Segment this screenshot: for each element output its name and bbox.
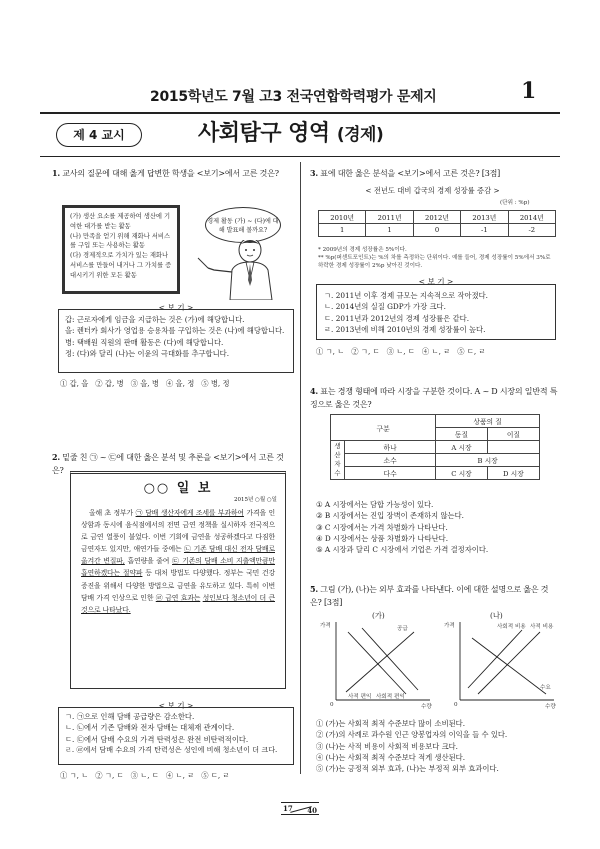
q1-board-item: (나) 만족을 얻기 위해 재화나 서비스를 구입 또는 사용하는 활동	[70, 232, 171, 250]
q1-blackboard	[62, 205, 180, 294]
value-cell: 0	[413, 224, 460, 237]
q5-stem-text: 그림 (가), (나)는 외부 효과를 나타낸다. 이에 대한 설명으로 옳은 것은? [3점]	[310, 585, 549, 607]
q3-choices[interactable]: ① ㄱ, ㄴ ② ㄱ, ㄷ ③ ㄴ, ㄷ ④ ㄴ, ㄹ ⑤ ㄷ, ㄹ	[316, 347, 486, 356]
q1-board-item: (다) 경제적으로 가치가 있는 재화나 서비스를 만들어 내거나 그 가치를 증대시키기 위한 모든 활동	[70, 252, 172, 279]
year-cell: 2011년	[366, 211, 413, 224]
header-cell: 상품의 질	[436, 415, 540, 428]
q3-table	[318, 210, 556, 237]
market-cell: A 시장	[436, 441, 488, 454]
q1-stem	[52, 167, 294, 181]
graph-b-xlabel: 수량	[545, 704, 556, 710]
year-cell: 2012년	[413, 211, 460, 224]
subject-sub: (경제)	[336, 125, 384, 145]
q1-bogi-box	[58, 309, 294, 373]
graph-a-xlabel: 수량	[421, 704, 432, 710]
q1-bogi-item: 을: 렌터카 회사가 영업용 승용차를 구입하는 것은 (나)에 해당합니다.	[65, 326, 285, 336]
market-cell: D 시장	[487, 467, 539, 480]
q1-bogi-item: 병: 택배원 직원의 판매 활동은 (다)에 해당합니다.	[65, 337, 224, 347]
q2-bogi-item: ㄷ. ㉢에서 담배 수요의 가격 탄력성은 완전 비탄력적이다.	[65, 734, 249, 744]
q3-bogi-box	[316, 284, 556, 340]
graph-b-title: (나)	[490, 611, 503, 620]
exam-title: 2015학년도 7월 고3 전국연합학력평가 문제지	[150, 89, 437, 105]
q2-bogi-item: ㄴ. ㉡에서 기존 담배와 전자 담배는 대체재 관계이다.	[65, 723, 235, 733]
graph-a-private-label: 사적 편익	[348, 694, 372, 700]
value-cell: -1	[461, 224, 508, 237]
table-row	[319, 211, 556, 224]
q1-choices[interactable]: ① 갑, 을 ② 갑, 병 ③ 을, 병 ④ 을, 정 ⑤ 병, 정	[60, 379, 230, 388]
demand-curve	[472, 638, 546, 694]
newspaper-title: ○○ 일 보	[143, 481, 213, 496]
q5-choice[interactable]: ④ (나)는 사회적 최적 수준보다 적게 생산된다.	[316, 752, 466, 762]
footer-page-indicator	[281, 802, 319, 815]
graph-b-origin: 0	[454, 702, 458, 708]
q2-bogi-item: ㄹ. ㉣에서 담배 수요의 가격 탄력성은 성인에 비해 청소년이 더 크다.	[65, 744, 278, 754]
graph-a-supply-label: 공급	[397, 626, 408, 632]
private-cost-curve	[478, 632, 540, 694]
newspaper-article	[71, 503, 285, 616]
article-text: 올해 초 정부가	[89, 509, 136, 517]
value-cell: 1	[319, 224, 366, 237]
q4-stem-text: 표는 경쟁 형태에 따라 시장을 구분한 것이다. A ~ D 시장의 일반적 특징으로 옳은 것은?	[310, 387, 558, 409]
session-badge: 제 4 교시	[56, 123, 142, 147]
market-cell: B 시장	[436, 454, 540, 467]
private-benefit-curve	[348, 632, 406, 694]
q3-stem-text: 표에 대한 옳은 분석을 <보기>에서 고른 것은? [3점]	[320, 169, 501, 178]
q5-number: 5.	[310, 584, 318, 594]
graph-b-demand-label: 수요	[540, 685, 551, 691]
q4-choices	[316, 499, 558, 555]
q2-stem-text: 밑줄 친 ㉠ ~ ㉢에 대한 옳은 분석 및 추론을 <보기>에서 고른 것은?	[52, 453, 284, 475]
header-cell: 생산자수	[331, 441, 345, 480]
article-text: 흡연량을 줄여	[124, 557, 173, 566]
q4-number: 4.	[310, 386, 318, 396]
q2-newspaper	[70, 471, 286, 689]
q5-stem	[310, 583, 558, 609]
subject-title	[198, 116, 383, 147]
subject-main: 사회탐구 영역	[198, 121, 330, 146]
row-label: 다수	[345, 467, 436, 480]
page-number: 1	[521, 78, 537, 104]
q4-choice[interactable]: ④ D 시장에서는 상품 차별화가 나타난다.	[316, 533, 449, 543]
q3-bogi-label: < 보 기 >	[418, 277, 454, 286]
q2-bogi-box	[58, 707, 294, 765]
article-underline-d2: 성인보다 청소년이 더 큰 것으로 나타났다.	[81, 593, 275, 614]
q1-speech-bubble: 경제 활동 (가) ~ (다)에 대해 발표해 볼까요?	[205, 207, 281, 243]
year-cell: 2013년	[461, 211, 508, 224]
q3-bogi-item: ㄱ. 2011년 이후 경제 규모는 지속적으로 작아졌다.	[324, 291, 489, 300]
q3-note: * 2009년의 경제 성장률은 5%이다.	[318, 247, 407, 253]
header-cell: 동질	[436, 428, 488, 441]
graph-a-title: (가)	[372, 611, 385, 620]
q2-number: 2.	[52, 452, 60, 462]
market-cell-empty	[487, 441, 539, 454]
q4-stem	[310, 385, 558, 411]
value-cell: 1	[366, 224, 413, 237]
q3-bogi-item: ㄷ. 2011년과 2012년의 경제 성장률은 같다.	[324, 313, 470, 323]
q2-bogi-item: ㄱ. ㉠으로 인해 담배 공급량은 감소한다.	[65, 712, 195, 721]
q4-choice[interactable]: ③ C 시장에서는 가격 차별화가 나타난다.	[316, 522, 448, 532]
article-underline-c: ㉢ 기존의 담배 소비 지출액만큼만 흡연하겠다는 절약파	[81, 557, 275, 578]
row-label: 소수	[345, 454, 436, 467]
article-text: 가격을 인상함과 동시에 음식점에서의 전면 금연 정책을 실시하자 전국적으로 금연 열풍이 불었다. 이번 기회에 금연을 성공하겠다고 다짐한 금연자도 있지만, 애연가들 중에는	[81, 509, 275, 554]
q3-note: ** %p(퍼센트포인트)는 %의 차를 측정하는 단위이다. 예를 들어, 경제 성장률이 5%에서 3%로 하락한 경제 성장률이 2%p 낮아진 것이다.	[318, 255, 551, 269]
column-separator	[300, 162, 301, 774]
market-cell: C 시장	[436, 467, 488, 480]
graph-a-social-label: 사회적 편익	[376, 694, 405, 700]
q3-unit: (단위 : %p)	[500, 200, 530, 206]
graph-b-private-cost-label: 사적 비용	[530, 624, 554, 630]
q2-choices[interactable]: ① ㄱ, ㄴ ② ㄱ, ㄷ ③ ㄴ, ㄷ ④ ㄴ, ㄹ ⑤ ㄷ, ㄹ	[60, 771, 230, 780]
graph-b-social-cost-label: 사회적 비용	[497, 624, 526, 630]
year-cell: 2014년	[508, 211, 555, 224]
value-cell: -2	[508, 224, 555, 237]
article-text: 등 대처 방법도 다양했다. 정부는 국민 건강 증진을 위해서 다양한 방법으로 금연을 유도하고 있다. 특히 이번 담배 가격 인상으로 인한	[81, 569, 275, 602]
q4-choice[interactable]: ① A 시장에서는 담합 가능성이 있다.	[316, 500, 434, 509]
header-rule-2	[40, 156, 560, 157]
article-underline-a: ㉠ 담배 생산자에게 조세를 부과하여	[135, 509, 244, 517]
article-underline-b: ㉡ 기존 담배 대신 전자 담배로 옮겨간 변질파,	[81, 545, 275, 566]
graph-a-ylabel: 가격	[320, 623, 331, 629]
footer-page: 17	[283, 804, 293, 813]
q2-bogi-label: < 보 기 >	[158, 701, 194, 710]
q1-board-item: (가) 생산 요소를 제공하여 생산에 기여한 대가를 받는 활동	[70, 213, 171, 230]
newspaper-date: 2015년 ○월 ○일	[233, 497, 277, 503]
year-cell: 2010년	[319, 211, 366, 224]
q5-choice[interactable]: ⑤ (가)는 긍정적 외부 효과, (나)는 부정적 외부 효과이다.	[316, 764, 499, 774]
q5-choices	[316, 718, 558, 774]
graph-b-ylabel: 가격	[444, 623, 455, 629]
q1-number: 1.	[52, 168, 60, 178]
q4-choice[interactable]: ⑤ A 시장과 달리 C 시장에서 기업은 가격 결정자이다.	[316, 545, 489, 555]
header-cell: 이질	[487, 428, 539, 441]
q3-bogi-item: ㄴ. 2014년의 실질 GDP가 가장 크다.	[324, 302, 446, 312]
teacher-illustration-icon	[196, 240, 296, 300]
q3-table-title: < 전년도 대비 갑국의 경제 성장률 증감 >	[365, 186, 500, 195]
table-row	[331, 467, 540, 480]
q5-choice[interactable]: ② (가)의 사례로 과수원 인근 양봉업자의 이익을 들 수 있다.	[316, 730, 508, 740]
social-cost-curve	[468, 630, 522, 688]
social-benefit-curve	[362, 628, 418, 690]
q4-choice[interactable]: ② B 시장에서는 진입 장벽이 존재하지 않는다.	[316, 511, 464, 521]
header-cell: 구분	[331, 415, 436, 441]
footer-total: 40	[307, 806, 317, 815]
table-row	[331, 454, 540, 467]
article-underline-d: ㉣ 금연 효과는	[155, 593, 201, 602]
q3-bogi-item: ㄹ. 2013년에 비해 2010년의 경제 성장률이 높다.	[324, 324, 486, 334]
q3-stem	[310, 167, 558, 181]
row-label: 하나	[345, 441, 436, 454]
q1-bogi-label: < 보 기 >	[158, 303, 194, 312]
table-row	[319, 224, 556, 237]
graph-a-origin: 0	[330, 702, 334, 708]
q1-stem-text: 교사의 질문에 대해 옳게 답변한 학생을 <보기>에서 고른 것은?	[62, 169, 279, 178]
q5-choice[interactable]: ① (가)는 사회적 최적 수준보다 많이 소비된다.	[316, 719, 466, 728]
table-row	[331, 441, 540, 454]
q1-bogi-item: 갑: 근로자에게 임금을 지급하는 것은 (가)에 해당합니다.	[65, 315, 245, 324]
table-row	[331, 415, 540, 428]
q4-market-table	[330, 414, 540, 480]
header-rule	[40, 112, 560, 114]
q3-number: 3.	[310, 168, 318, 178]
q1-bogi-item: 정: (다)와 달리 (나)는 이윤의 극대화를 추구합니다.	[65, 348, 230, 358]
graph-b	[442, 618, 560, 712]
q5-choice[interactable]: ③ (나)는 사적 비용이 사회적 비용보다 크다.	[316, 741, 459, 751]
